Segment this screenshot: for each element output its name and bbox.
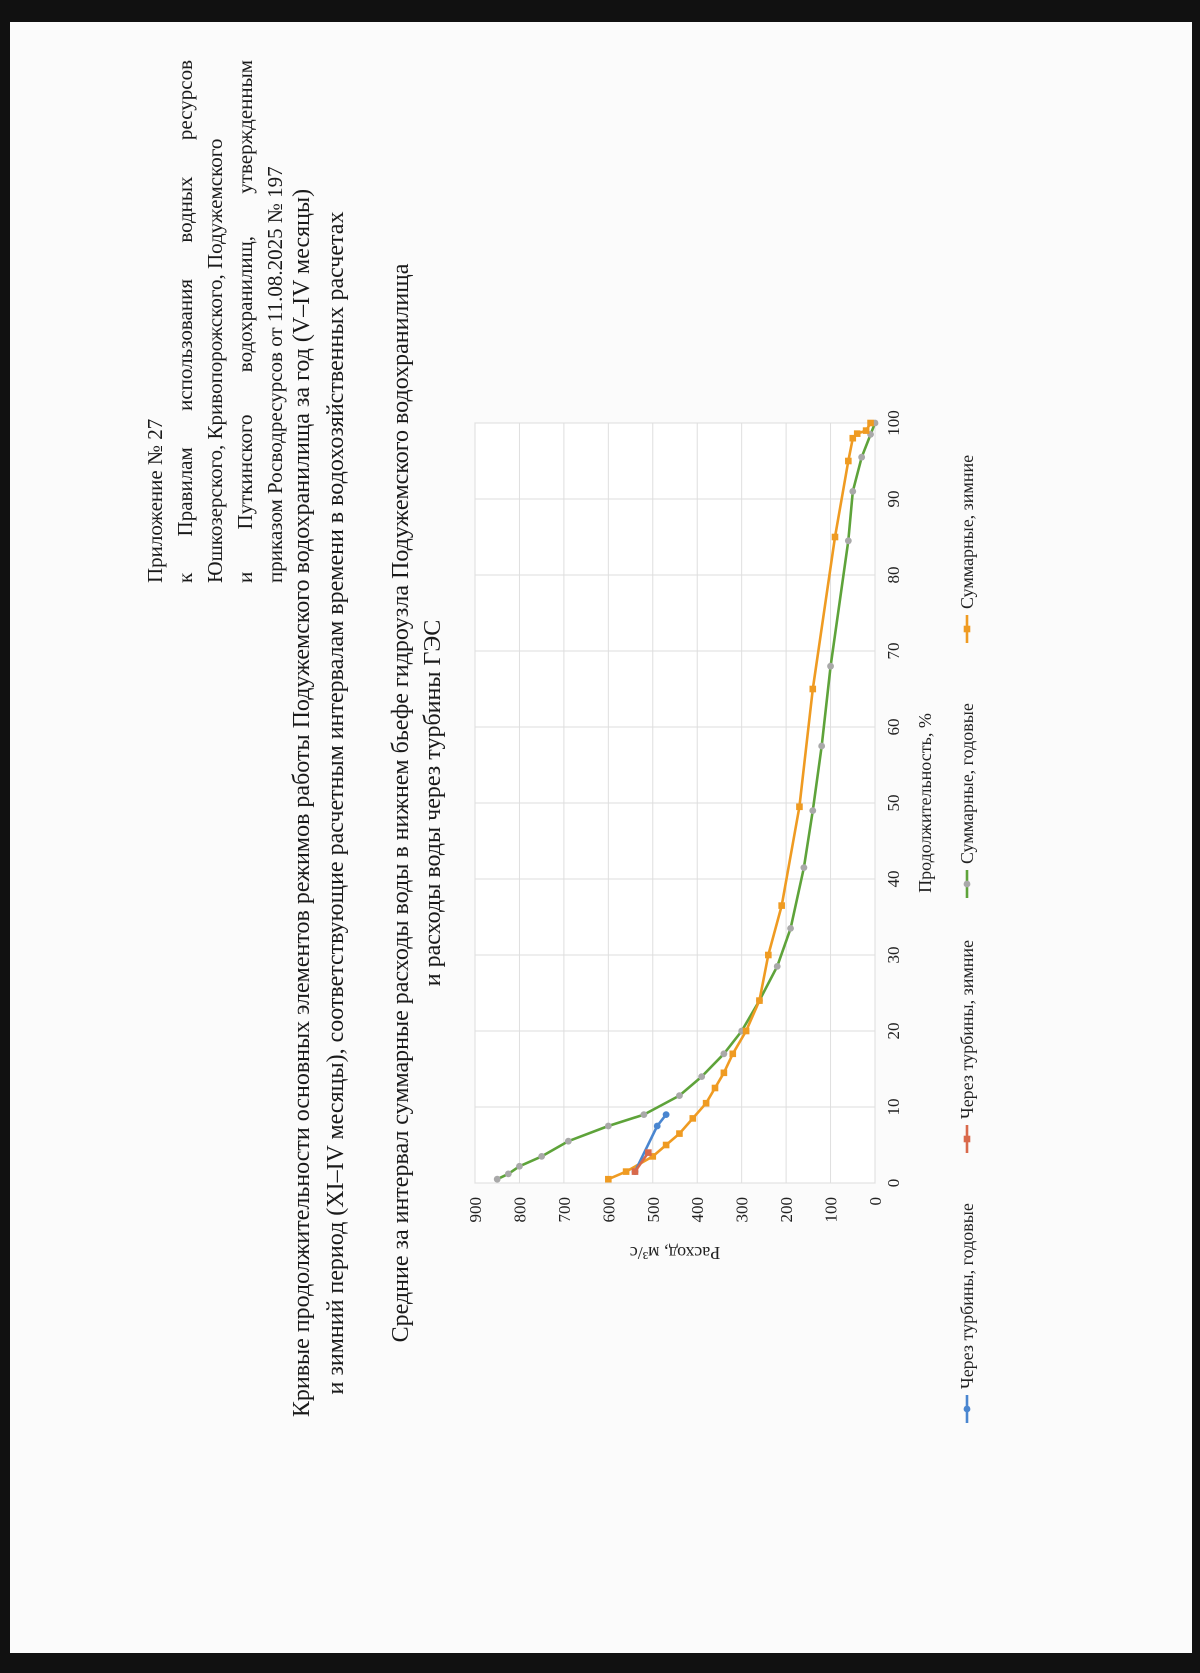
data-point bbox=[765, 952, 772, 959]
x-tick-label: 40 bbox=[884, 870, 903, 888]
y-tick-label: 700 bbox=[554, 1197, 574, 1223]
appendix-line: Юшкозерского, Кривопорожского, Подужемского bbox=[203, 138, 227, 583]
y-tick-label: 100 bbox=[821, 1197, 841, 1223]
x-tick-label: 50 bbox=[884, 794, 903, 812]
legend-label: Суммарные, зимние bbox=[957, 454, 977, 609]
data-point bbox=[721, 1070, 728, 1077]
y-tick-label: 800 bbox=[510, 1197, 530, 1223]
chart-title bbox=[385, 103, 449, 1503]
chart-title-line: Средние за интервал суммарные расходы воды в нижнем бьефе гидроузла Подужемского водохранилища bbox=[388, 263, 414, 1343]
chart-legend bbox=[957, 455, 977, 1423]
data-point bbox=[516, 1163, 523, 1170]
data-point bbox=[845, 458, 852, 465]
y-axis-title: Расход, м³/с bbox=[629, 1243, 721, 1263]
appendix-header bbox=[140, 60, 290, 583]
data-point bbox=[720, 1050, 727, 1057]
data-point bbox=[800, 864, 807, 871]
data-point bbox=[623, 1168, 630, 1175]
data-point bbox=[729, 1051, 736, 1058]
chart-title-line: и расходы воды через турбины ГЭС bbox=[420, 619, 446, 987]
data-point bbox=[654, 1123, 661, 1130]
data-point bbox=[827, 663, 834, 670]
data-point bbox=[756, 997, 763, 1004]
data-point bbox=[538, 1153, 545, 1160]
data-point bbox=[663, 1111, 670, 1118]
legend-marker bbox=[964, 1136, 971, 1143]
data-point bbox=[676, 1092, 683, 1099]
data-point bbox=[663, 1142, 670, 1149]
legend-marker bbox=[964, 1406, 971, 1413]
appendix-line: к Правилам использования водных ресурсов bbox=[173, 60, 197, 583]
title-line: Кривые продолжительности основных элементов режимов работы Подужемского водохранилища за год (V–IV месяцы) bbox=[289, 188, 315, 1418]
data-point bbox=[774, 963, 781, 970]
x-tick-label: 100 bbox=[884, 410, 903, 436]
x-tick-label: 80 bbox=[884, 566, 903, 584]
y-tick-label: 400 bbox=[688, 1197, 708, 1223]
data-point bbox=[818, 743, 825, 750]
data-point bbox=[858, 454, 865, 461]
x-tick-label: 90 bbox=[884, 490, 903, 508]
x-tick-label: 10 bbox=[884, 1098, 903, 1116]
appendix-line: и Путкинского водохранилищ, утвержденным bbox=[233, 60, 257, 583]
x-tick-label: 60 bbox=[884, 718, 903, 736]
data-point bbox=[494, 1176, 501, 1183]
x-tick-label: 0 bbox=[884, 1178, 903, 1188]
y-tick-label: 600 bbox=[599, 1197, 619, 1223]
data-point bbox=[712, 1085, 719, 1092]
data-point bbox=[849, 488, 856, 495]
legend-marker bbox=[964, 626, 971, 633]
data-point bbox=[645, 1149, 652, 1156]
data-point bbox=[632, 1168, 639, 1175]
y-tick-label: 300 bbox=[732, 1197, 752, 1223]
data-point bbox=[605, 1123, 612, 1130]
data-point bbox=[605, 1176, 612, 1183]
legend-label: Через турбины, годовые bbox=[957, 1203, 977, 1389]
document-title bbox=[285, 103, 353, 1503]
data-point bbox=[809, 686, 816, 693]
data-point bbox=[640, 1111, 647, 1118]
flow-duration-chart bbox=[455, 383, 1185, 1443]
data-point bbox=[778, 902, 785, 909]
data-point bbox=[809, 807, 816, 814]
data-point bbox=[689, 1115, 696, 1122]
data-point bbox=[703, 1100, 710, 1107]
data-point bbox=[698, 1073, 705, 1080]
legend-marker bbox=[964, 881, 971, 888]
appendix-line: приказом Росводресурсов от 11.08.2025 № 197 bbox=[263, 166, 287, 583]
x-tick-label: 30 bbox=[884, 946, 903, 964]
y-tick-label: 500 bbox=[643, 1197, 663, 1223]
y-tick-label: 200 bbox=[777, 1197, 797, 1223]
data-point bbox=[796, 804, 803, 811]
data-point bbox=[565, 1138, 572, 1145]
y-tick-label: 0 bbox=[866, 1197, 885, 1206]
title-line: и зимний период (XI–IV месяцы), соответствующие расчетным интервалам времени в водохозяйственных расчетах bbox=[323, 211, 349, 1395]
data-point bbox=[863, 427, 870, 434]
data-point bbox=[787, 925, 794, 932]
legend-label: Через турбины, зимние bbox=[957, 939, 977, 1119]
legend-label: Суммарные, годовые bbox=[957, 703, 977, 864]
data-point bbox=[867, 420, 874, 427]
data-point bbox=[505, 1170, 512, 1177]
x-tick-label: 20 bbox=[884, 1022, 903, 1040]
data-point bbox=[832, 534, 839, 541]
data-point bbox=[676, 1130, 683, 1137]
data-point bbox=[854, 430, 861, 437]
x-tick-label: 70 bbox=[884, 642, 903, 660]
data-point bbox=[743, 1028, 750, 1035]
x-axis-title: Продолжительность, % bbox=[915, 713, 935, 893]
appendix-number: Приложение № 27 bbox=[143, 418, 167, 583]
y-tick-label: 900 bbox=[466, 1197, 485, 1223]
data-point bbox=[845, 537, 852, 544]
